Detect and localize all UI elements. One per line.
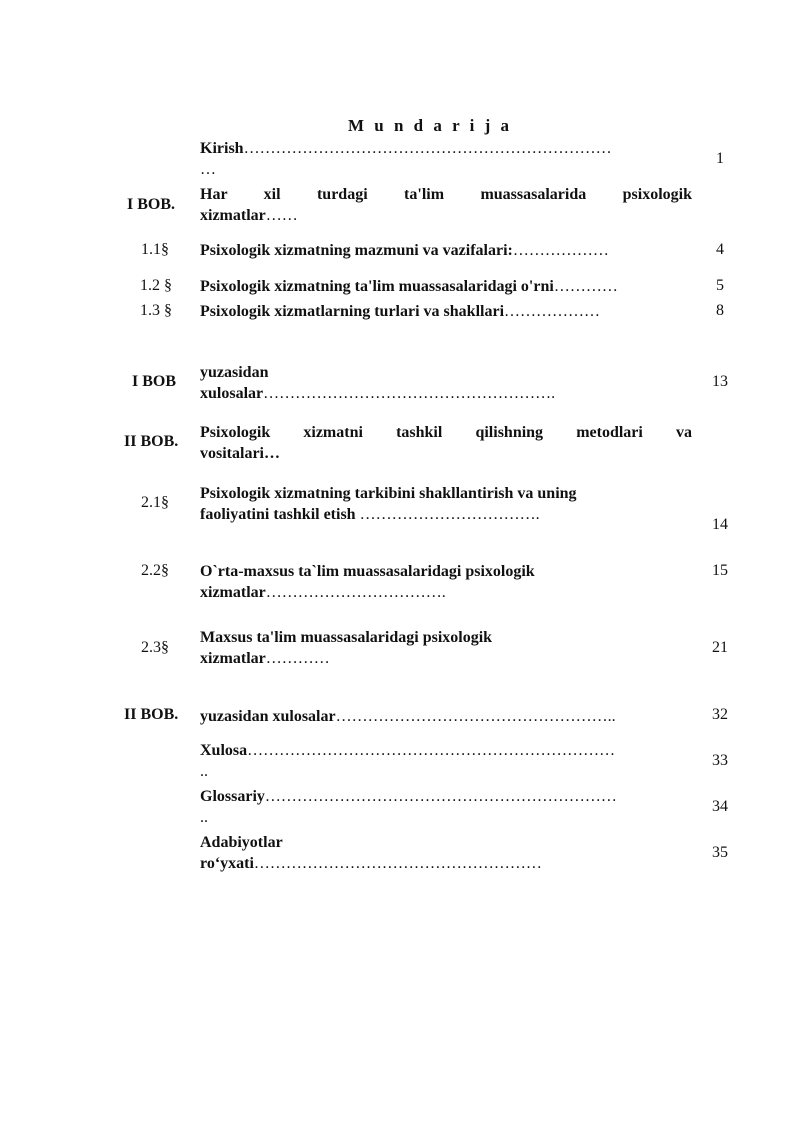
toc-entry (200, 301, 692, 322)
leader-dots: ……………………………. (265, 584, 446, 601)
leader-dots: ………………………………………………. (263, 385, 556, 402)
page-number: 5 (716, 277, 724, 294)
entry-title: Glossariy (200, 788, 265, 805)
chapter-number: II BOB. (124, 706, 179, 723)
section-number: 1.1§ (141, 241, 169, 258)
chapter-number: I BOB. (127, 196, 176, 213)
page-number: 8 (716, 302, 724, 319)
entry-title-cont: faoliyatini tashkil etish (200, 506, 360, 523)
leader-dots: ……………………………. (359, 506, 540, 523)
entry-title: Maxsus ta'lim muassasalaridagi psixologik (200, 629, 493, 646)
page-number: 34 (712, 798, 728, 815)
entry-title: O`rta-maxsus ta`lim muassasalaridagi psixologik (200, 563, 535, 580)
toc-entry (200, 184, 692, 226)
leader-dots: ……………………………………………… (253, 855, 542, 872)
leader-dots: ……………… (512, 242, 609, 259)
toc-entry (200, 240, 692, 261)
entry-title: yuzasidan (200, 364, 269, 381)
leader-dots: .. (200, 763, 208, 780)
entry-title-cont: xizmatlar (200, 207, 266, 224)
page-number: 33 (712, 752, 728, 769)
entry-title-cont: xizmatlar (200, 584, 266, 601)
leader-dots: .. (200, 809, 208, 826)
entry-title-cont: xizmatlar (200, 650, 266, 667)
entry-title: Psixologik xizmatlarning turlari va shakllari (200, 303, 505, 320)
section-number: 1.3 § (140, 302, 172, 319)
page-number: 14 (712, 516, 728, 533)
leader-dots: ………… (265, 650, 330, 667)
leader-dots: … (200, 161, 216, 178)
page-number: 4 (716, 241, 724, 258)
section-number: 2.3§ (141, 639, 169, 656)
page-number: 21 (712, 639, 728, 656)
entry-title-cont: vositalari… (200, 445, 280, 462)
chapter-number: II BOB. (124, 433, 179, 450)
entry-title: Kirish (200, 140, 244, 157)
entry-title: Xulosa (200, 742, 248, 759)
chapter-number: I BOB (132, 373, 177, 390)
entry-title-cont: ro‘yxati (200, 855, 254, 872)
entry-title: yuzasidan xulosalar (200, 708, 336, 725)
section-number: 1.2 § (140, 277, 172, 294)
entry-title: Psixologik xizmatning ta'lim muassasalaridagi o'rni (200, 278, 554, 295)
toc-entry (200, 561, 692, 603)
leader-dots: …………………………………………………………… (243, 140, 612, 157)
toc-entry (200, 740, 692, 782)
page-number: 15 (712, 562, 728, 579)
leader-dots: …………………………………………….. (335, 708, 616, 725)
entry-title: Adabiyotlar (200, 834, 283, 851)
toc-entry (200, 832, 692, 874)
page-number: 13 (712, 373, 728, 390)
entry-title: Psixologik xizmatni tashkil qilishning metodlari va (200, 424, 692, 441)
toc-entry (200, 422, 692, 464)
page-title: M u n d a r i j a (347, 116, 513, 135)
toc-entry (200, 276, 692, 297)
entry-title: Psixologik xizmatning mazmuni va vazifalari: (200, 242, 513, 259)
leader-dots: ……………… (504, 303, 601, 320)
leader-dots: ………… (553, 278, 618, 295)
leader-dots: …… (265, 207, 298, 224)
toc-entry (200, 786, 692, 828)
page-number: 32 (712, 706, 728, 723)
toc-entry (200, 138, 692, 180)
leader-dots: ………………………………………………………… (264, 788, 617, 805)
entry-title-cont: xulosalar (200, 385, 264, 402)
entry-title: Har xil turdagi ta'lim muassasalarida psixologik (200, 186, 692, 203)
page-number: 35 (712, 844, 728, 861)
toc-entry (200, 362, 692, 404)
page-number: 1 (716, 150, 724, 167)
entry-title: Psixologik xizmatning tarkibini shakllantirish va uning (200, 485, 577, 502)
toc-entry (200, 706, 692, 727)
toc-entry (200, 483, 692, 525)
section-number: 2.2§ (141, 562, 169, 579)
leader-dots: …………………………………………………………… (247, 742, 616, 759)
section-number: 2.1§ (141, 494, 169, 511)
toc-entry (200, 627, 692, 669)
